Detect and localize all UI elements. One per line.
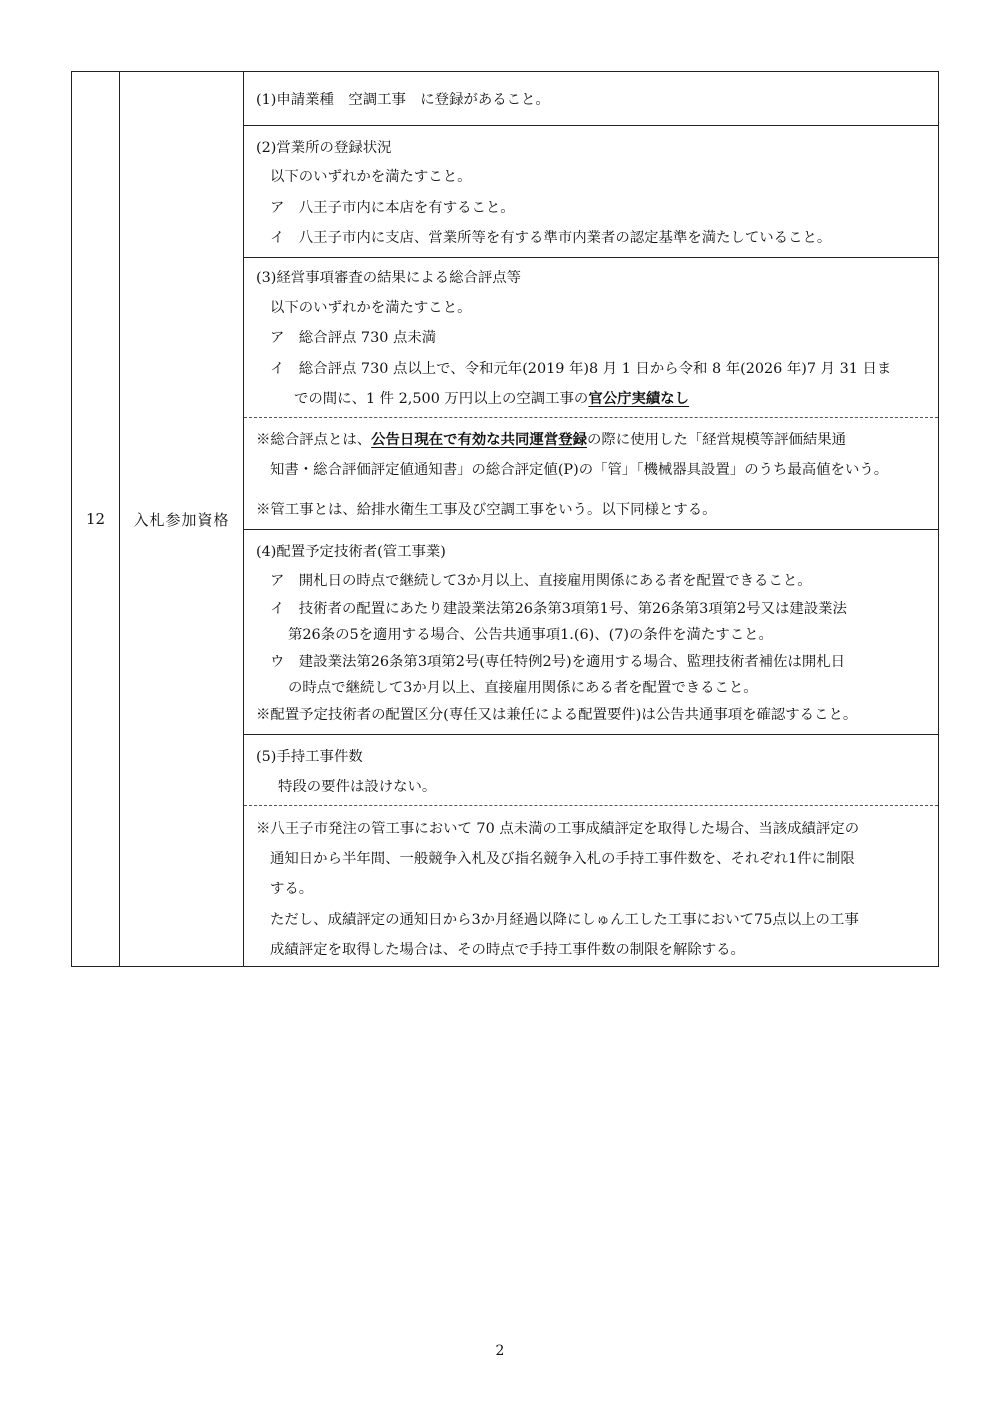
section-3-item-a: ア 総合評点 730 点未満: [270, 330, 437, 346]
note-1-line1-pre: ※総合評点とは、: [256, 432, 372, 448]
section-3-item-i-line2: [294, 389, 930, 409]
note-2-performance-rating: [244, 806, 938, 968]
note-1-line2: 知書・総合評価評定値通知書」の総合評定値(P)の「管」「機械器具設置」のうち最高値をいう。: [270, 462, 889, 478]
row-content: [244, 72, 938, 966]
section-1-registered-trade: [244, 72, 938, 126]
section-4-note: ※配置予定技術者の配置区分(専任又は兼任による配置要件)は公告共通事項を確認すること。: [256, 707, 858, 723]
row-label: 入札参加資格: [120, 72, 244, 966]
note-2-line4: ただし、成績評定の通知日から3か月経過以降にしゅん工した工事において75点以上の工事: [270, 912, 859, 928]
government-record-emphasis: 官公庁実績なし: [588, 390, 690, 407]
note-1-line3: ※管工事とは、給排水衛生工事及び空調工事をいう。以下同様とする。: [256, 502, 717, 518]
section-1-text: (1)申請業種 空調工事 に登録があること。: [256, 92, 550, 108]
section-2-item-i: イ 八王子市内に支店、営業所等を有する準市内業者の認定基準を満たしていること。: [270, 230, 832, 246]
section-2-item-a: ア 八王子市内に本店を有すること。: [270, 200, 515, 216]
section-4-item-i-line2: 第26条の5を適用する場合、公告共通事項1.(6)、(7)の条件を満たすこと。: [288, 627, 773, 643]
note-1-line1-post: の際に使用した「経営規模等評価結果通: [587, 432, 847, 448]
section-5-ongoing-projects: [244, 735, 938, 806]
note-2-line2: 通知日から半年間、一般競争入札及び指名競争入札の手持工事件数を、それぞれ1件に制限: [270, 851, 855, 867]
note-2-line1: ※八王子市発注の管工事において 70 点未満の工事成績評定を取得した場合、当該成績評定の: [256, 821, 860, 837]
note-1-score-definition: [244, 418, 938, 530]
section-4-item-u-line2: の時点で継続して3か月以上、直接雇用関係にある者を配置できること。: [288, 680, 758, 696]
joint-registration-emphasis: 公告日現在で有効な共同運営登録: [371, 431, 588, 448]
section-3-heading: (3)経営事項審査の結果による総合評点等: [256, 270, 522, 286]
section-3-intro: 以下のいずれかを満たすこと。: [270, 300, 472, 316]
section-4-heading: (4)配置予定技術者(管工事業): [256, 544, 446, 560]
note-2-line3: する。: [270, 881, 314, 897]
section-4-item-u-line1: ウ 建設業法第26条第3項第2号(専任特例2号)を適用する場合、監理技術者補佐は開札日: [270, 654, 846, 670]
section-4-item-i-line1: イ 技術者の配置にあたり建設業法第26条第3項第1号、第26条第3項第2号又は建設業法: [270, 601, 847, 617]
section-4-assigned-engineer: [244, 530, 938, 735]
section-3-item-i-line1: イ 総合評点 730 点以上で、令和元年(2019 年)8 月 1 日から令和 8 年(2026 年)7 月 31 日ま: [270, 361, 892, 377]
section-4-item-a: ア 開札日の時点で継続して3か月以上、直接雇用関係にある者を配置できること。: [270, 573, 812, 589]
section-3-overall-score: [244, 258, 938, 418]
section-5-heading: (5)手持工事件数: [256, 749, 363, 765]
note-1-line1: [256, 430, 930, 450]
section-2-intro: 以下のいずれかを満たすこと。: [270, 169, 472, 185]
row-number: 12: [72, 72, 120, 966]
qualification-table: [71, 71, 939, 967]
section-2-office-registration: [244, 126, 938, 258]
section-3-item-i-line2-text: での間に、1 件 2,500 万円以上の空調工事の: [294, 391, 589, 407]
note-2-line5: 成績評定を取得した場合は、その時点で手持工事件数の制限を解除する。: [270, 942, 745, 958]
section-5-body: 特段の要件は設けない。: [278, 779, 437, 795]
page-number: 2: [495, 1343, 505, 1359]
section-2-heading: (2)営業所の登録状況: [256, 140, 392, 156]
